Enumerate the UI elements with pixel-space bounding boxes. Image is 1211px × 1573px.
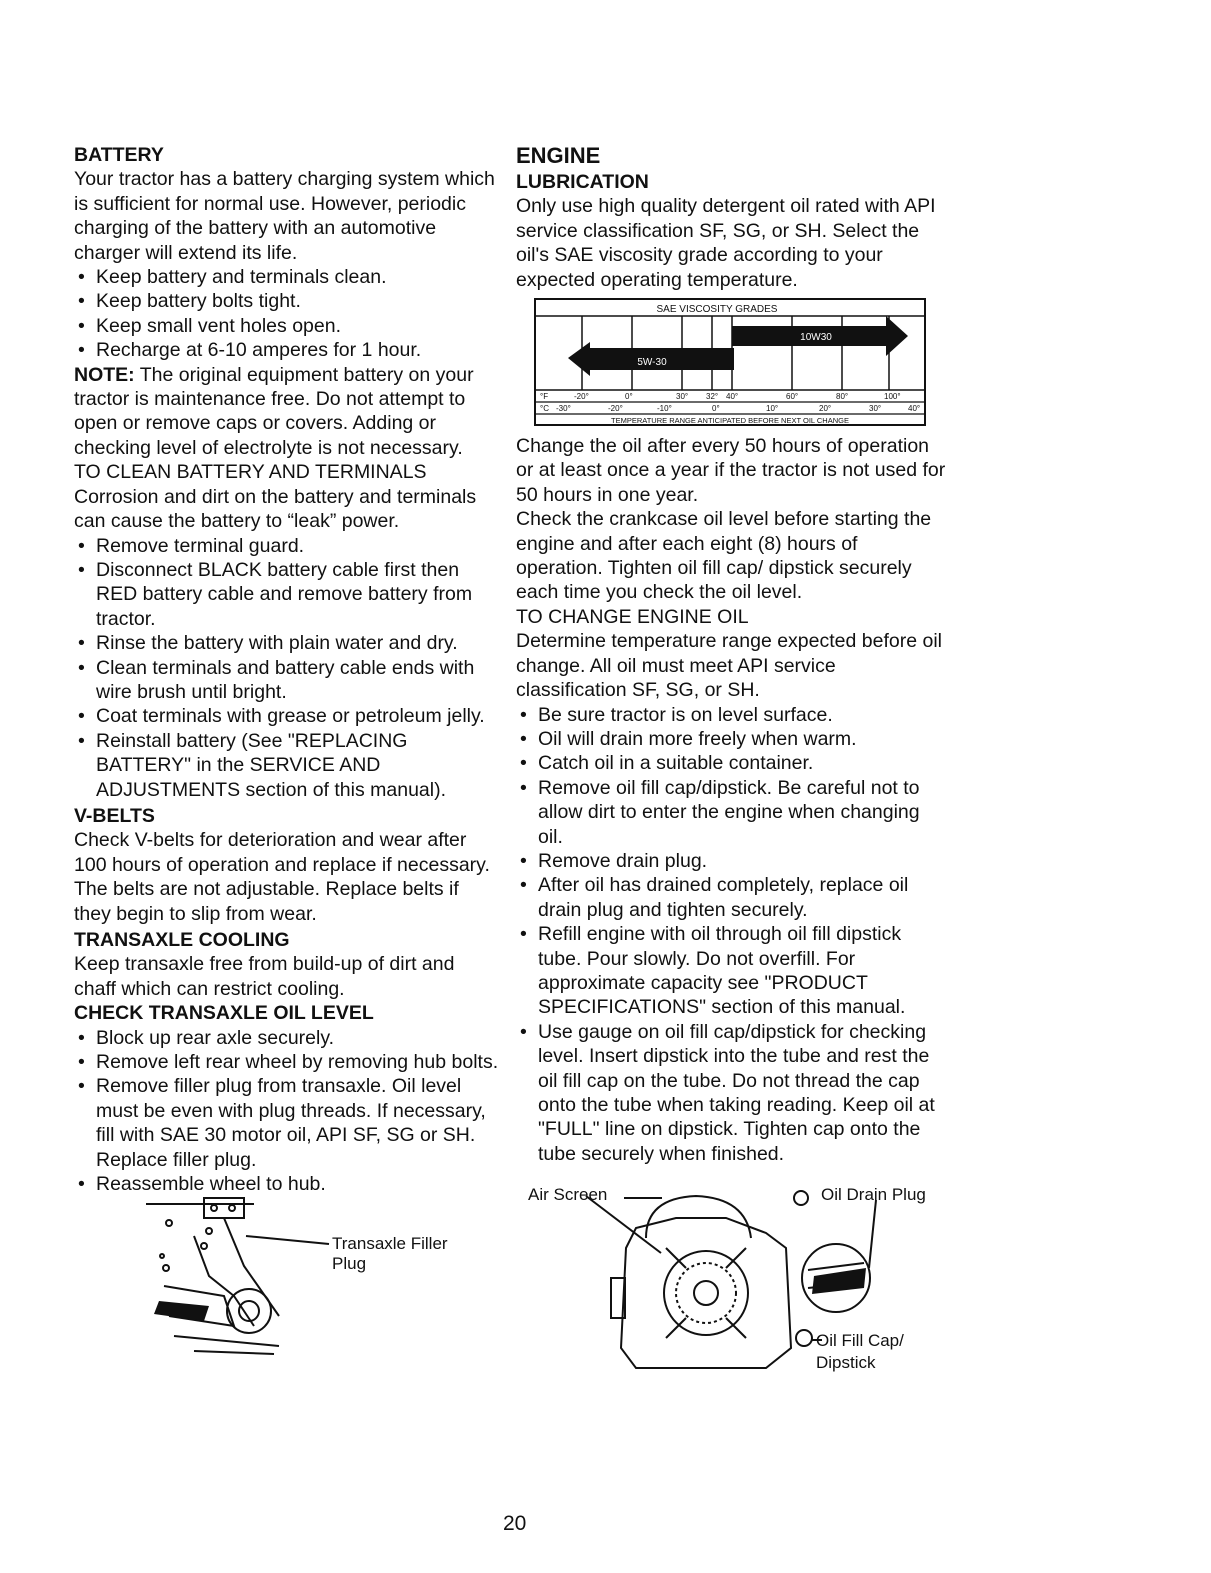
clean-bullet: • Reinstall battery (See "REPLACING BATTERY" in the SERVICE AND ADJUSTMENTS section of this manual). [74, 729, 499, 802]
oil-level-bullet: • Block up rear axle securely. [74, 1026, 499, 1050]
f-tick: 100° [884, 392, 901, 402]
battery-bullet: • Keep small vent holes open. [74, 314, 499, 338]
engine-heading: ENGINE [516, 143, 601, 168]
clean-bullet: • Coat terminals with grease or petroleum jelly. [74, 704, 499, 728]
chart-footer: TEMPERATURE RANGE ANTICIPATED BEFORE NEXT OIL CHANGE [611, 416, 849, 426]
battery-bullet: • Keep battery and terminals clean. [74, 265, 499, 289]
change-oil-bullet: • Catch oil in a suitable container. [516, 751, 946, 775]
c-tick: -30° [556, 404, 571, 414]
transaxle-figure [74, 1196, 499, 1356]
oil-level-bullet: • Remove filler plug from transaxle. Oil level must be even with plug threads. If necessary, fill with SAE 30 motor oil, API SF, SG or SH. Replace filler plug. [74, 1074, 499, 1172]
engine-figure [516, 1178, 946, 1383]
change-oil-bullet: • Remove drain plug. [516, 849, 946, 873]
f-tick: 60° [786, 392, 799, 402]
battery-bullet: • Recharge at 6-10 amperes for 1 hour. [74, 338, 499, 362]
oil-level-heading: CHECK TRANSAXLE OIL LEVEL [74, 1002, 374, 1025]
battery-heading: BATTERY [74, 144, 164, 166]
change-oil-bullet: • Refill engine with oil through oil fill dipstick tube. Pour slowly. Do not overfill. For approximate capacity see "PRODUCT SPECIFICATIONS" section of this manual. [516, 922, 946, 1020]
change-oil-bullet: • Oil will drain more freely when warm. [516, 727, 946, 751]
clean-bullet: • Clean terminals and battery cable ends with wire brush until bright. [74, 656, 499, 705]
f-tick: -20° [574, 392, 589, 402]
f-tick: 80° [836, 392, 849, 402]
note-text: The original equipment battery on your tractor is maintenance free. Do not attempt to open or remove caps or covers. Adding or checking level of electrolyte is not necessary. [74, 363, 474, 459]
lubrication-heading: LUBRICATION [516, 171, 649, 193]
clean-bullet: • Disconnect BLACK battery cable first then RED battery cable and remove battery from tractor. [74, 558, 499, 631]
c-tick: -20° [608, 404, 623, 414]
f-tick: 30° [676, 392, 689, 402]
change-oil-bullet: • After oil has drained completely, replace oil drain plug and tighten securely. [516, 873, 946, 922]
c-tick: 10° [766, 404, 779, 414]
change-oil-intro: Determine temperature range expected before oil change. All oil must meet API service classification SF, SG, or SH. [516, 630, 942, 702]
chart-title: SAE VISCOSITY GRADES [656, 304, 778, 316]
c-unit: °C [540, 404, 549, 414]
c-tick: -10° [657, 404, 672, 414]
clean-bullet: • Rinse the battery with plain water and dry. [74, 631, 499, 655]
f-tick: 0° [625, 392, 633, 402]
change-oil-bullet: • Use gauge on oil fill cap/dipstick for checking level. Insert dipstick into the tube and rest the oil fill cap on the tube. Do not thread the cap onto the tube when taking reading. Keep oil at "FULL" line on dipstick. Tighten cap onto the tube securely when finished. [516, 1020, 946, 1166]
f-tick: 40° [726, 392, 739, 402]
clean-bullet: • Remove terminal guard. [74, 534, 499, 558]
oil-level-bullet: • Reassemble wheel to hub. [74, 1172, 499, 1196]
air-screen-label: Air Screen [528, 1185, 608, 1205]
right-column [516, 142, 946, 1383]
f-tick: 32° [706, 392, 719, 402]
oil-fill-cap-label-2: Dipstick [816, 1353, 876, 1373]
oil-drain-plug-label: Oil Drain Plug [821, 1185, 926, 1205]
oil-fill-cap-label-1: Oil Fill Cap/ [816, 1331, 904, 1351]
clean-heading: TO CLEAN BATTERY AND TERMINALS [74, 461, 427, 484]
battery-note [74, 363, 499, 461]
change-oil-bullet: • Be sure tractor is on level surface. [516, 703, 946, 727]
f-unit: °F [540, 392, 549, 402]
c-tick: 0° [712, 404, 720, 414]
transaxle-label-1: Transaxle Filler [332, 1234, 448, 1254]
c-tick: 40° [908, 404, 921, 414]
c-tick: 20° [819, 404, 832, 414]
battery-intro: Your tractor has a battery charging system which is sufficient for normal use. However, periodic charging of the battery with an automotive charger will extend its life. [74, 168, 495, 264]
cooling-heading: TRANSAXLE COOLING [74, 929, 290, 951]
page-number: 20 [503, 1512, 527, 1535]
cooling-text: Keep transaxle free from build-up of dirt and chaff which can restrict cooling. [74, 953, 455, 1000]
change-oil-bullet: • Remove oil fill cap/dipstick. Be careful not to allow dirt to enter the engine when changing oil. [516, 776, 946, 849]
grade-5w30-label: 5W-30 [637, 357, 667, 369]
check-text: Check the crankcase oil level before starting the engine and after each eight (8) hours of operation. Tighten oil fill cap/ dipstick securely each time you check the oil level. [516, 508, 932, 604]
change-text: Change the oil after every 50 hours of operation or at least once a year if the tractor is not used for 50 hours in one year. [516, 435, 946, 506]
lubrication-text: Only use high quality detergent oil rated with API service classification SF, SG, or SH. Select the oil's SAE viscosity grade according to your expected operating temperature. [516, 195, 936, 291]
battery-bullet: • Keep battery bolts tight. [74, 289, 499, 313]
vbelts-heading: V-BELTS [74, 804, 155, 827]
c-tick: 30° [869, 404, 882, 414]
oil-level-bullet: • Remove left rear wheel by removing hub bolts. [74, 1050, 499, 1074]
note-label: NOTE: [74, 363, 135, 386]
grade-10w30-label: 10W30 [800, 332, 832, 344]
viscosity-chart [534, 298, 954, 428]
change-oil-heading: TO CHANGE ENGINE OIL [516, 605, 749, 628]
transaxle-label-2: Plug [332, 1254, 367, 1274]
clean-intro: Corrosion and dirt on the battery and terminals can cause the battery to “leak” power. [74, 485, 477, 533]
left-column [74, 143, 499, 1356]
vbelts-text: Check V-belts for deterioration and wear after 100 hours of operation and replace if necessary. The belts are not adjustable. Replace belts if they begin to slip from wear. [74, 829, 490, 925]
